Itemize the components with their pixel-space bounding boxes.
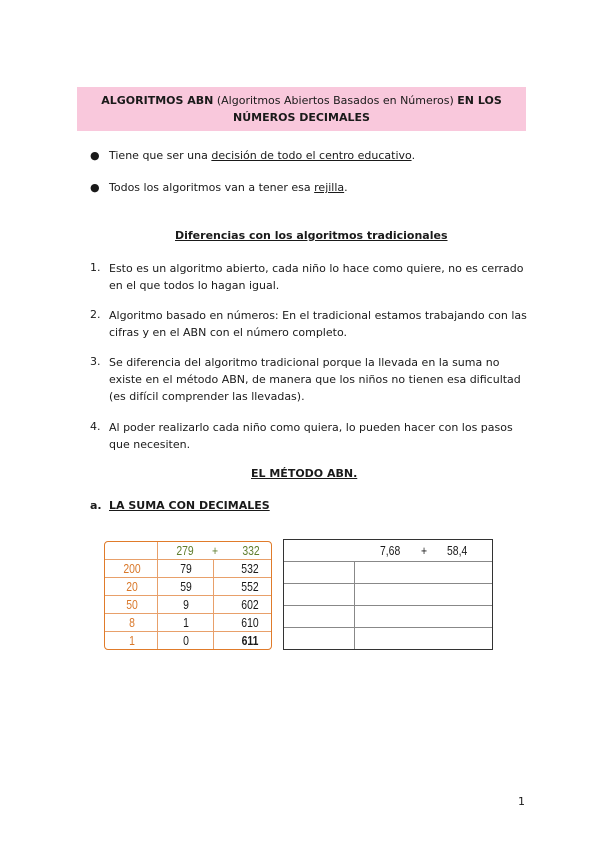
underlined-text: decisión de todo el centro educativo [211,149,412,162]
grid-line [284,583,492,584]
title-line-1 [77,92,526,109]
list-number: 2. [90,308,101,321]
list-item-1: Esto es un algoritmo abierto, cada niño lo hace como quiere, no es cerrado en el que todos lo hagan igual. [109,262,524,292]
underlined-text: rejilla [314,181,345,194]
abn-sum-table [104,541,272,650]
list-item-3: Se diferencia del algoritmo tradicional porque la llevada en la suma no existe en el método ABN, de manera que los niños no tienen esa dificultad (es difícil comprender las llevadas). [109,356,521,403]
differences-heading: Diferencias con los algoritmos tradicionales [175,229,448,242]
bullet-item-2: Todos los algoritmos van a tener esa rejilla. [109,181,348,194]
list-number: 3. [90,355,101,368]
table-row-result: 1 0 611 [105,631,271,650]
bullet-marker: ● [90,181,100,194]
grid-operator: + [421,543,428,558]
title-line-2: NÚMEROS DECIMALES [233,111,370,124]
header-operand-a: 279 [176,543,194,558]
table-row: 20 59 552 [105,577,271,595]
grid-operand-a: 7,68 [380,543,401,558]
list-number: 1. [90,261,101,274]
title-paren: (Algoritmos Abiertos Basados en Números) [216,94,454,107]
list-number: 4. [90,420,101,433]
section-marker: a. [90,499,102,512]
grid-operand-b: 58,4 [447,543,468,558]
table-row: 8 1 610 [105,613,271,631]
table-row: 200 79 532 [105,559,271,577]
header-operator: + [211,543,219,558]
page-number: 1 [518,795,525,808]
list-item-2: Algoritmo basado en números: En el tradicional estamos trabajando con las cifras y en el ABN con el número completo. [109,309,527,339]
bullet-marker: ● [90,149,100,162]
list-item-4: Al poder realizarlo cada niño como quiera, lo pueden hacer con los pasos que necesiten. [109,421,513,451]
table-header-row [105,542,271,559]
title-end: EN LOS [457,94,502,107]
title-bold: ALGORITMOS ABN [101,94,214,107]
grid-line [284,561,492,562]
table-row: 50 9 602 [105,595,271,613]
bullet-item-1: Tiene que ser una decisión de todo el centro educativo. [109,149,416,162]
header-operand-b: 332 [242,543,260,558]
section-title: LA SUMA CON DECIMALES [109,499,270,512]
grid-line [354,561,355,649]
title-banner [77,87,526,131]
grid-line [284,627,492,628]
method-heading: EL MÉTODO ABN. [251,467,358,480]
result-value: 611 [241,633,259,648]
grid-line [284,605,492,606]
empty-abn-grid [283,539,493,650]
